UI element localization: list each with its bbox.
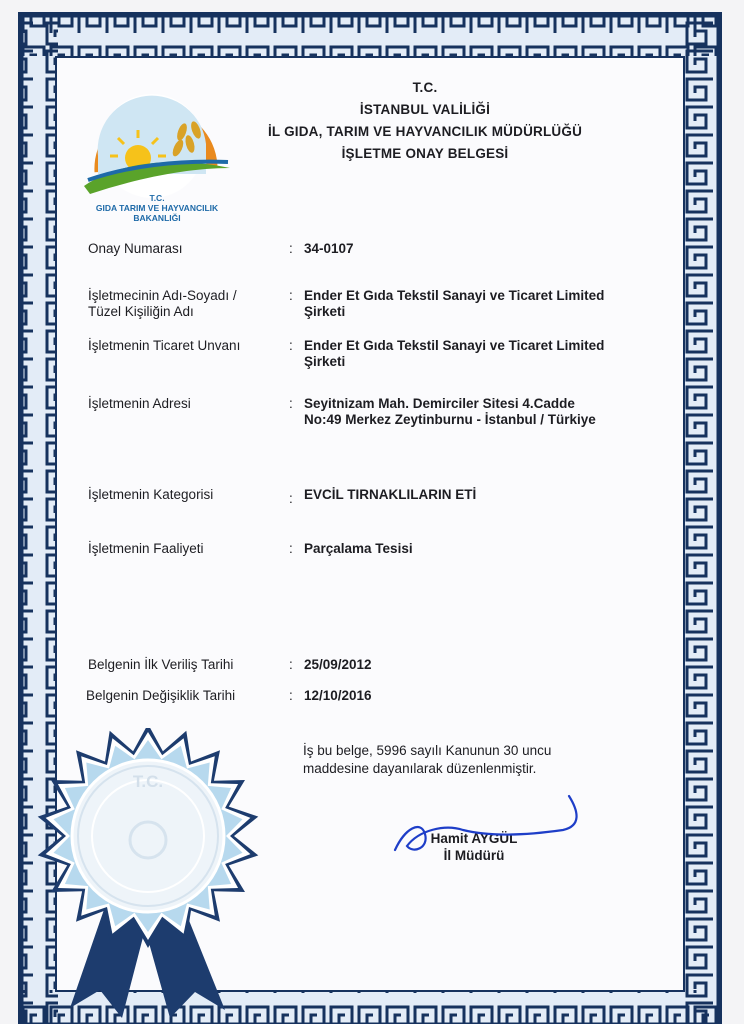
colon: : xyxy=(289,241,293,256)
page-title: İŞLETME ONAY BELGESİ xyxy=(341,146,509,161)
trade-name-value-line1: Ender Et Gıda Tekstil Sanayi ve Ticaret Limited xyxy=(304,338,605,353)
legal-note-line2: maddesine dayanılarak düzenlenmiştir. xyxy=(303,761,537,776)
category-value: EVCİL TIRNAKLILARIN ETİ xyxy=(304,487,477,502)
legal-note xyxy=(303,742,551,778)
seal-text: T.C. xyxy=(132,772,164,791)
logo-caption xyxy=(72,193,242,223)
header-governorship: İSTANBUL VALİLİĞİ xyxy=(359,102,491,117)
header-directorate: İL GIDA, TARIM VE HAYVANCILIK MÜDÜRLÜĞÜ xyxy=(267,124,583,139)
first-issue-date-value: 25/09/2012 xyxy=(304,657,372,672)
operator-name-value xyxy=(304,288,604,320)
address-label: İşletmenin Adresi xyxy=(88,396,191,411)
approval-number-label: Onay Numarası xyxy=(88,241,183,256)
header-tc: T.C. xyxy=(412,80,438,95)
colon: : xyxy=(289,288,293,303)
category-label: İşletmenin Kategorisi xyxy=(88,487,214,502)
colon: : xyxy=(289,491,293,506)
colon: : xyxy=(289,657,293,672)
logo-caption-line3: BAKANLIĞI xyxy=(133,213,181,223)
ministry-logo-icon xyxy=(78,86,238,202)
activity-label: İşletmenin Faaliyeti xyxy=(88,541,204,556)
signatory-title: İl Müdürü xyxy=(443,848,505,863)
trade-name-value xyxy=(304,338,604,370)
colon: : xyxy=(289,396,293,411)
approval-number-value: 34-0107 xyxy=(304,241,354,256)
modification-date-value: 12/10/2016 xyxy=(304,688,372,703)
address-value-line2: No:49 Merkez Zeytinburnu - İstanbul / Türkiye xyxy=(304,412,596,427)
colon: : xyxy=(289,541,293,556)
signatory-name: Hamit AYGÜL xyxy=(430,831,518,846)
operator-name-label-line1: İşletmecinin Adı-Soyadı / xyxy=(88,288,237,303)
address-value-line1: Seyitnizam Mah. Demirciler Sitesi 4.Cadde xyxy=(304,396,575,411)
logo-caption-line1: T.C. xyxy=(149,193,165,203)
activity-value: Parçalama Tesisi xyxy=(304,541,413,556)
colon: : xyxy=(289,338,293,353)
address-value xyxy=(304,396,596,428)
document-header xyxy=(240,80,610,168)
signature-icon xyxy=(385,790,585,860)
logo-caption-line2: GIDA TARIM VE HAYVANCILIK xyxy=(95,203,219,213)
trade-name-value-line2: Şirketi xyxy=(304,354,346,369)
operator-name-value-line1: Ender Et Gıda Tekstil Sanayi ve Ticaret Limited xyxy=(304,288,605,303)
operator-name-label xyxy=(88,288,237,320)
colon: : xyxy=(289,688,293,703)
first-issue-date-label: Belgenin İlk Veriliş Tarihi xyxy=(88,657,234,672)
legal-note-line1: İş bu belge, 5996 sayılı Kanunun 30 uncu xyxy=(303,743,552,758)
modification-date-label: Belgenin Değişiklik Tarihi xyxy=(86,688,236,703)
operator-name-value-line2: Şirketi xyxy=(304,304,346,319)
operator-name-label-line2: Tüzel Kişiliğin Adı xyxy=(88,304,194,319)
trade-name-label: İşletmenin Ticaret Unvanı xyxy=(88,338,241,353)
